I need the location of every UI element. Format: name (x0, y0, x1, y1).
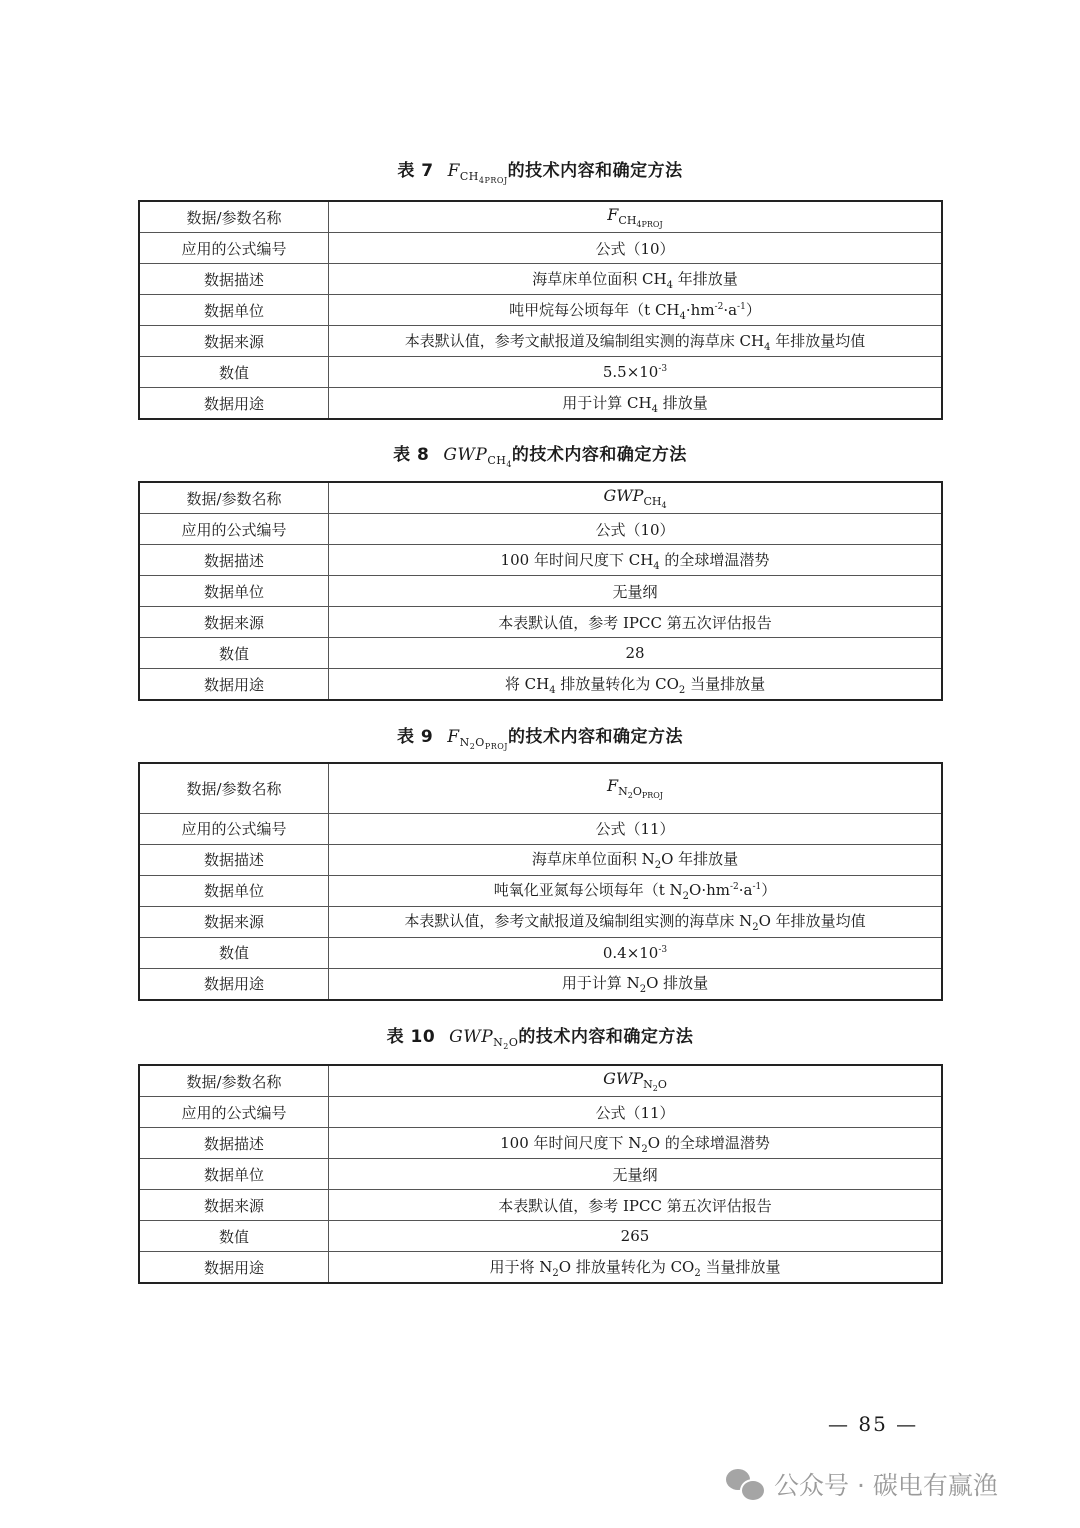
table-row: 数据单位 无量纲 (139, 576, 942, 607)
watermark-text: 公众号 · 碳电有赢渔 (774, 1471, 998, 1500)
param-symbol: $GWP_{N_2O}$ (329, 1065, 943, 1097)
table-7 (138, 200, 943, 420)
table-7-caption: 表 7 $F_{CH_{4PROJ}}$的技术内容和确定方法 (397, 161, 683, 186)
table-row: 数据来源 本表默认值，参考文献报道及编制组实测的海草床 $N_2O$ 年排放量均值 (139, 906, 942, 937)
table-row: 数据/参数名称 $F_{CH_{4PROJ}}$ (139, 201, 942, 233)
table-row: 数据用途 用于计算 $N_2O$ 排放量 (139, 968, 942, 1000)
table-row: 数据单位 无量纲 (139, 1159, 942, 1190)
table-9 (138, 762, 943, 1001)
table-row: 数值 265 (139, 1221, 942, 1252)
table-row: 数据描述 100 年时间尺度下 $CH_4$ 的全球增温潜势 (139, 545, 942, 576)
table-row: 数据描述 100 年时间尺度下 $N_2O$ 的全球增温潜势 (139, 1128, 942, 1159)
table-9-caption: 表 9 $F_{N_2O_{PROJ}}$的技术内容和确定方法 (397, 727, 683, 752)
table-row: 数据描述 海草床单位面积 $N_2O$ 年排放量 (139, 844, 942, 875)
symbol-gwp-n2o: $GWP_{N_2O}$ (449, 1027, 519, 1052)
table-row: 数据用途 将 $CH_4$ 排放量转化为 $CO_2$ 当量排放量 (139, 669, 942, 701)
table-row: 数据描述 海草床单位面积 $CH_4$ 年排放量 (139, 264, 942, 295)
table-row: 数值 28 (139, 638, 942, 669)
table-8 (138, 481, 943, 701)
table-row: 应用的公式编号 公式（10） (139, 233, 942, 264)
param-symbol: $F_{CH_{4PROJ}}$ (329, 201, 943, 233)
table-10-caption: 表 10 $GWP_{N_2O}$的技术内容和确定方法 (386, 1027, 694, 1052)
table-row: 应用的公式编号 公式（11） (139, 1097, 942, 1128)
table-row: 应用的公式编号 公式（11） (139, 813, 942, 844)
wechat-icon (726, 1467, 766, 1501)
table-10 (138, 1064, 943, 1284)
page-number: — 85 — (828, 1412, 919, 1436)
symbol-gwp-ch4: $GWP_{CH_4}$ (443, 445, 512, 470)
table-row: 应用的公式编号 公式（10） (139, 514, 942, 545)
table-8-caption: 表 8 $GWP_{CH_4}$的技术内容和确定方法 (393, 445, 687, 470)
table-row: 数据来源 本表默认值，参考文献报道及编制组实测的海草床 $CH_4$ 年排放量均值 (139, 326, 942, 357)
symbol-f-n2o-proj: $F_{N_2O_{PROJ}}$ (447, 727, 508, 752)
table-row: 数据/参数名称 $F_{N_2O_{PROJ}}$ (139, 763, 942, 813)
table-row: 数值 $0.4\times 10^{-3}$ (139, 937, 942, 968)
wechat-watermark (726, 1466, 998, 1502)
table-row: 数据/参数名称 $GWP_{N_2O}$ (139, 1065, 942, 1097)
param-symbol: $GWP_{CH_4}$ (329, 482, 943, 514)
symbol-f-ch4-proj: $F_{CH_{4PROJ}}$ (447, 161, 508, 186)
table-row: 数值 $5.5\times 10^{-3}$ (139, 357, 942, 388)
table-row: 数据用途 用于计算 $CH_4$ 排放量 (139, 388, 942, 420)
param-symbol: $F_{N_2O_{PROJ}}$ (329, 763, 943, 813)
table-row: 数据来源 本表默认值，参考 IPCC 第五次评估报告 (139, 1190, 942, 1221)
table-row: 数据来源 本表默认值，参考 IPCC 第五次评估报告 (139, 607, 942, 638)
table-row: 数据/参数名称 $GWP_{CH_4}$ (139, 482, 942, 514)
table-row: 数据单位 吨氧化亚氮每公顷每年（t $N_2O\cdot hm^{-2}\cdot a^{-1}$） (139, 875, 942, 906)
table-row: 数据用途 用于将 $N_2O$ 排放量转化为 $CO_2$ 当量排放量 (139, 1252, 942, 1284)
table-row: 数据单位 吨甲烷每公顷每年（t $CH_4\cdot hm^{-2}\cdot a^{-1}$） (139, 295, 942, 326)
